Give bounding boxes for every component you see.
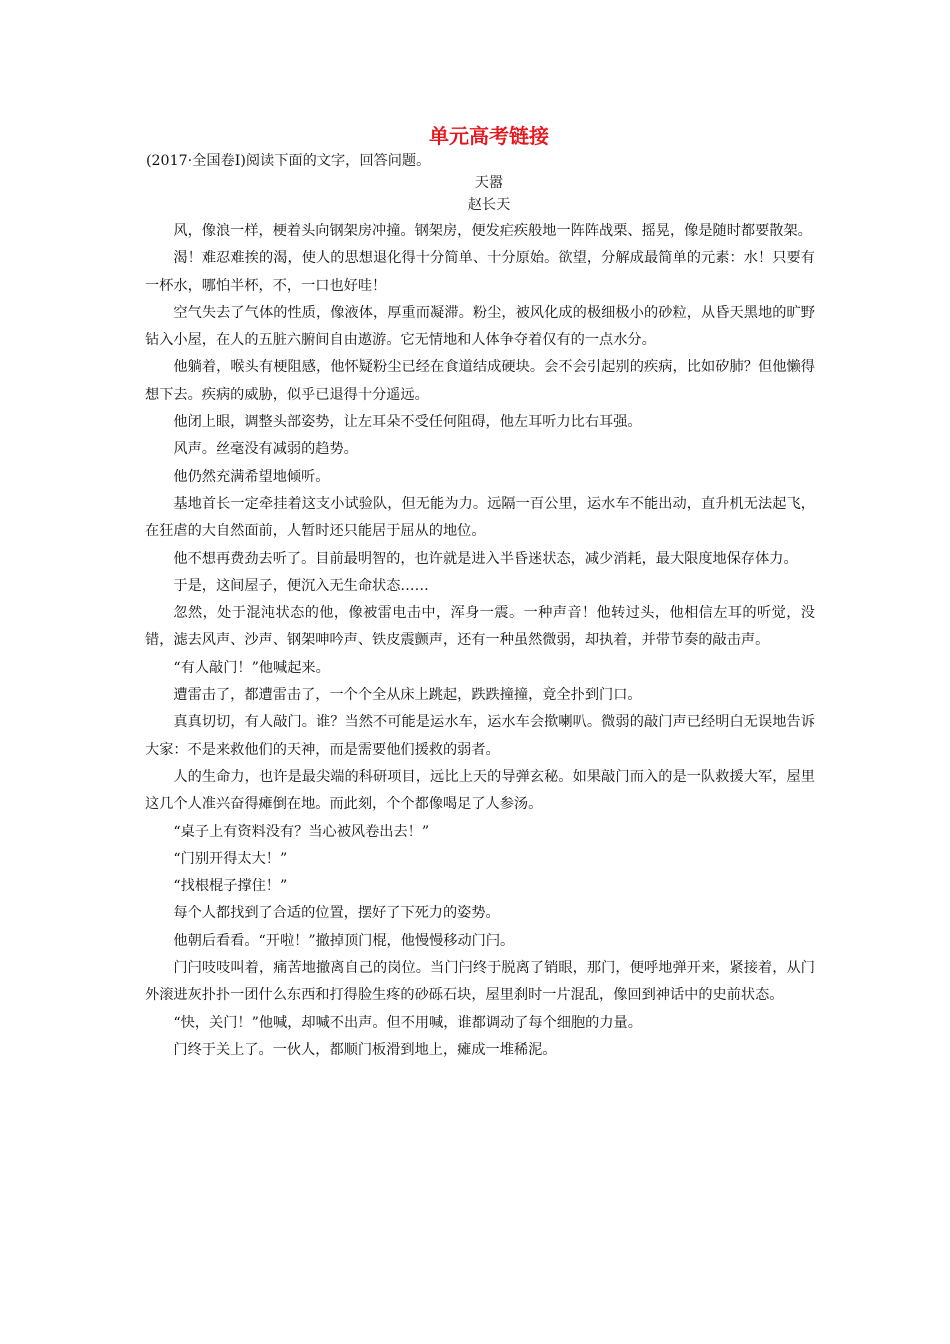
paragraph: 门终于关上了。一伙人，都顺门板滑到地上，瘫成一堆稀泥。 bbox=[173, 1041, 557, 1058]
paragraph: “门别开得太大！” bbox=[173, 850, 288, 867]
paragraph: 空气失去了气体的性质，像液体，厚重而凝滞。粉尘，被风化成的极细极小的砂粒，从昏天黑地的旷野钻入小屋，在人的五脏六腑间自由遨游。它无情地和人体争夺着仅有的一点水分。 bbox=[145, 304, 815, 349]
story-title: 天嚣 bbox=[474, 175, 504, 191]
paragraph: “有人敲门！”他喊起来。 bbox=[173, 659, 330, 676]
paragraph: 风声。丝毫没有减弱的趋势。 bbox=[173, 441, 358, 458]
paragraph: 真真切切，有人敲门。谁？当然不可能是运水车，运水车会揿喇叭。微弱的敲门声已经明白无误地告诉大家：不是来救他们的天神，而是需要他们援救的弱者。 bbox=[145, 714, 815, 758]
paragraph: 遭雷击了，都遭雷击了，一个个全从床上跳起，跌跌撞撞，竟全扑到门口。 bbox=[173, 687, 642, 704]
paragraph: 每个人都找到了合适的位置，摆好了下死力的姿势。 bbox=[173, 905, 500, 922]
question-intro: (2017·全国卷Ⅰ)阅读下面的文字，回答问题。 bbox=[146, 153, 431, 169]
paragraph: 他闭上眼，调整头部姿势，让左耳朵不受任何阻碍，他左耳听力比右耳强。 bbox=[173, 414, 642, 431]
paragraph: 基地首长一定牵挂着这支小试验队，但无能为力。远隔一百公里，运水车不能出动，直升机无法起飞，在狂虐的大自然面前，人暂时还只能居于屈从的地位。 bbox=[145, 495, 815, 540]
paragraph: “桌子上有资料没有？当心被风卷出去！” bbox=[173, 823, 430, 840]
paragraph: 风，像浪一样，梗着头向钢架房冲撞。钢架房，便发疟疾般地一阵阵战栗、摇晃，像是随时都要散架。 bbox=[173, 223, 812, 239]
paragraph: “找根棍子撑住！” bbox=[173, 878, 288, 895]
paragraph: 渴！难忍难挨的渴，使人的思想退化得十分简单、十分原始。欲望，分解成最简单的元素：水！只要有一杯水，哪怕半杯，不，一口也好哇！ bbox=[145, 250, 815, 294]
paragraph: 他仍然充满希望地倾听。 bbox=[173, 468, 330, 485]
paragraph: “快，关门！”他喊，却喊不出声。但不用喊，谁都调动了每个细胞的力量。 bbox=[173, 1014, 642, 1031]
story-body bbox=[145, 218, 815, 1064]
paragraph: 人的生命力，也许是最尖端的科研项目，远比上天的导弹玄秘。如果敲门而入的是一队救援大军，屋里这几个人准兴奋得瘫倒在地。而此刻，个个都像喝足了人参汤。 bbox=[145, 768, 815, 813]
document-title: 单元高考链接 bbox=[429, 124, 549, 148]
paragraph: 他朝后看看。“开啦！”撤掉顶门棍，他慢慢移动门闩。 bbox=[173, 932, 515, 949]
document-page bbox=[145, 122, 815, 1064]
story-author: 赵长天 bbox=[467, 197, 511, 213]
paragraph: 他不想再费劲去听了。目前最明智的，也许就是进入半昏迷状态，减少消耗，最大限度地保存体力。 bbox=[173, 550, 798, 567]
paragraph: 忽然，处于混沌状态的他，像被雷电击中，浑身一震。一种声音！他转过头，他相信左耳的听觉，没错，滤去风声、沙声、钢架呻吟声、铁皮震颤声，还有一种虽然微弱，却执着，并带节奏的敲击声。 bbox=[145, 605, 815, 649]
paragraph: 于是，这间屋子，便沉入无生命状态…… bbox=[173, 577, 429, 594]
paragraph: 门闩吱吱叫着，痛苦地撤离自己的岗位。当门闩终于脱离了销眼，那门，便呼地弹开来，紧接着，从门外滚进灰扑扑一团什么东西和打得脸生疼的砂砾石块，屋里刹时一片混乱，像回到神话中的史前状态。 bbox=[145, 960, 815, 1004]
paragraph: 他躺着，喉头有梗阻感，他怀疑粉尘已经在食道结成硬块。会不会引起别的疾病，比如矽肺？但他懒得想下去。疾病的威胁，似乎已退得十分遥远。 bbox=[145, 359, 815, 403]
